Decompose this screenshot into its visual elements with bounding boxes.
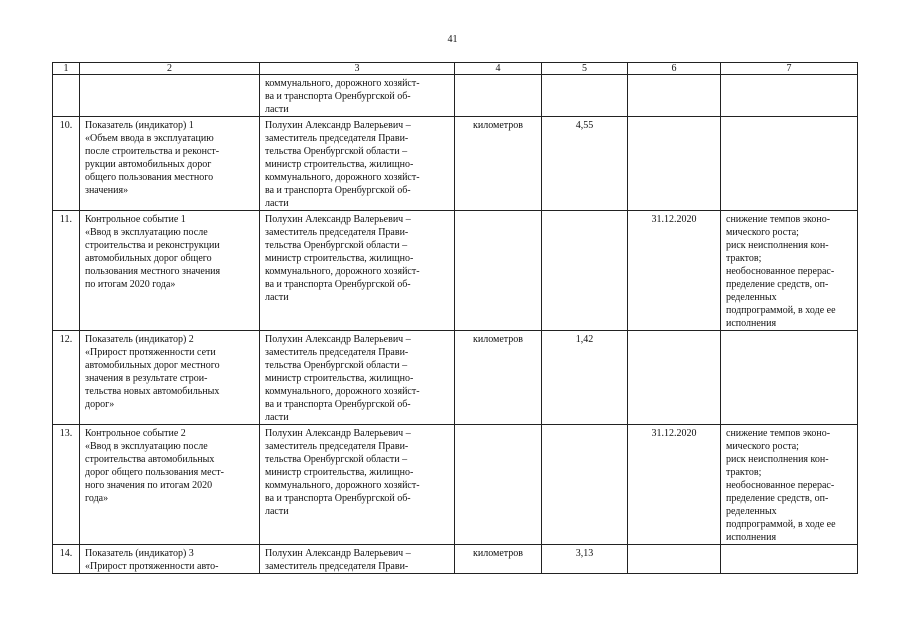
text-line: Показатель (индикатор) 3 — [85, 548, 194, 559]
row-number-cell: 10. — [53, 117, 80, 211]
text-line: ределенных — [726, 292, 777, 303]
text-line: значения в результате строи- — [85, 373, 208, 384]
unit-cell: километров — [455, 117, 542, 211]
header-cell: 5 — [542, 63, 628, 75]
risks-cell — [721, 117, 858, 211]
date-cell: 31.12.2020 — [628, 211, 721, 331]
text-line: заместитель председателя Прави- — [265, 347, 409, 358]
text-line: ласти — [265, 104, 289, 115]
value-cell: 1,42 — [542, 331, 628, 425]
text-line: Полухин Александр Валерьевич – — [265, 548, 411, 559]
text-line: тельства Оренбургской области – — [265, 454, 408, 465]
text-line: Полухин Александр Валерьевич – — [265, 120, 411, 131]
indicator-cell — [80, 425, 260, 545]
text-line: подпрограммой, в ходе ее — [726, 305, 836, 316]
text-line: Полухин Александр Валерьевич – — [265, 214, 411, 225]
text-line: ласти — [265, 506, 289, 517]
text-line: общего пользования местного — [85, 172, 214, 183]
table-row — [53, 331, 858, 425]
row-number-cell: 12. — [53, 331, 80, 425]
unit-cell: километров — [455, 331, 542, 425]
text-line: пользования местного значения — [85, 266, 221, 277]
text-line: тельства Оренбургской области – — [265, 360, 408, 371]
text-line: пределение средств, оп- — [726, 279, 829, 290]
table-row — [53, 545, 858, 574]
table-row — [53, 117, 858, 211]
text-line: ва и транспорта Оренбургской об- — [265, 91, 411, 102]
unit-cell — [455, 425, 542, 545]
text-line: Полухин Александр Валерьевич – — [265, 334, 411, 345]
text-line: министр строительства, жилищно- — [265, 159, 414, 170]
text-line: заместитель председателя Прави- — [265, 441, 409, 452]
unit-cell: километров — [455, 545, 542, 574]
header-cell: 2 — [80, 63, 260, 75]
text-line: трактов; — [726, 467, 762, 478]
value-cell — [542, 75, 628, 117]
text-line: дорог общего пользования мест- — [85, 467, 224, 478]
responsible-cell — [260, 331, 455, 425]
row-number-cell: 13. — [53, 425, 80, 545]
text-line: коммунального, дорожного хозяйст- — [265, 386, 420, 397]
indicator-cell — [80, 211, 260, 331]
header-row — [53, 63, 858, 75]
unit-cell — [455, 211, 542, 331]
indicator-cell — [80, 75, 260, 117]
responsible-cell — [260, 545, 455, 574]
text-line: значения» — [85, 185, 129, 196]
table-row — [53, 425, 858, 545]
text-line: заместитель председателя Прави- — [265, 227, 409, 238]
date-cell — [628, 545, 721, 574]
row-number-cell: 11. — [53, 211, 80, 331]
text-line: «Прирост протяженности авто- — [85, 561, 219, 572]
value-cell — [542, 425, 628, 545]
text-line: дорог» — [85, 399, 115, 410]
text-line: трактов; — [726, 253, 762, 264]
text-line: автомобильных дорог местного — [85, 360, 220, 371]
text-line: «Объем ввода в эксплуатацию — [85, 133, 214, 144]
header-cell: 6 — [628, 63, 721, 75]
text-line: заместитель председателя Прави- — [265, 561, 409, 572]
text-line: мического роста; — [726, 227, 799, 238]
row-number-cell — [53, 75, 80, 117]
risks-cell — [721, 545, 858, 574]
text-line: исполнения — [726, 318, 777, 329]
text-line: ва и транспорта Оренбургской об- — [265, 493, 411, 504]
text-line: «Прирост протяженности сети — [85, 347, 216, 358]
header-cell: 1 — [53, 63, 80, 75]
value-cell — [542, 211, 628, 331]
risks-cell — [721, 211, 858, 331]
text-line: Контрольное событие 1 — [85, 214, 186, 225]
text-line: министр строительства, жилищно- — [265, 373, 414, 384]
text-line: года» — [85, 493, 109, 504]
text-line: строительства и реконструкции — [85, 240, 220, 251]
text-line: риск неисполнения кон- — [726, 240, 829, 251]
risks-cell — [721, 75, 858, 117]
text-line: строительства автомобильных — [85, 454, 215, 465]
header-cell: 3 — [260, 63, 455, 75]
text-line: после строительства и реконст- — [85, 146, 220, 157]
value-cell: 3,13 — [542, 545, 628, 574]
indicator-cell — [80, 545, 260, 574]
text-line: коммунального, дорожного хозяйст- — [265, 172, 420, 183]
text-line: снижение темпов эконо- — [726, 428, 831, 439]
text-line: необоснованное перерас- — [726, 266, 835, 277]
text-line: автомобильных дорог общего — [85, 253, 212, 264]
text-line: ва и транспорта Оренбургской об- — [265, 279, 411, 290]
responsible-cell — [260, 211, 455, 331]
text-line: ва и транспорта Оренбургской об- — [265, 185, 411, 196]
indicator-cell — [80, 117, 260, 211]
continuation-row — [53, 75, 858, 117]
responsible-cell — [260, 75, 455, 117]
text-line: снижение темпов эконо- — [726, 214, 831, 225]
text-line: ласти — [265, 292, 289, 303]
text-line: заместитель председателя Прави- — [265, 133, 409, 144]
date-cell — [628, 75, 721, 117]
text-line: министр строительства, жилищно- — [265, 467, 414, 478]
text-line: рукции автомобильных дорог — [85, 159, 212, 170]
text-line: ределенных — [726, 506, 777, 517]
program-table — [52, 62, 858, 574]
text-line: коммунального, дорожного хозяйст- — [265, 266, 420, 277]
text-line: ласти — [265, 412, 289, 423]
text-line: ласти — [265, 198, 289, 209]
table-row — [53, 211, 858, 331]
text-line: Показатель (индикатор) 2 — [85, 334, 194, 345]
text-line: тельства Оренбургской области – — [265, 146, 408, 157]
header-cell: 4 — [455, 63, 542, 75]
value-cell: 4,55 — [542, 117, 628, 211]
date-cell: 31.12.2020 — [628, 425, 721, 545]
text-line: ва и транспорта Оренбургской об- — [265, 399, 411, 410]
responsible-cell — [260, 117, 455, 211]
text-line: тельства Оренбургской области – — [265, 240, 408, 251]
text-line: риск неисполнения кон- — [726, 454, 829, 465]
text-line: мического роста; — [726, 441, 799, 452]
page-number: 41 — [447, 34, 458, 45]
text-line: «Ввод в эксплуатацию после — [85, 227, 208, 238]
text-line: исполнения — [726, 532, 777, 543]
text-line: министр строительства, жилищно- — [265, 253, 414, 264]
row-number-cell: 14. — [53, 545, 80, 574]
text-line: по итогам 2020 года» — [85, 279, 176, 290]
text-line: коммунального, дорожного хозяйст- — [265, 480, 420, 491]
indicator-cell — [80, 331, 260, 425]
unit-cell — [455, 75, 542, 117]
text-line: Показатель (индикатор) 1 — [85, 120, 194, 131]
text-line: «Ввод в эксплуатацию после — [85, 441, 208, 452]
text-line: пределение средств, оп- — [726, 493, 829, 504]
risks-cell — [721, 425, 858, 545]
text-line: подпрограммой, в ходе ее — [726, 519, 836, 530]
date-cell — [628, 331, 721, 425]
risks-cell — [721, 331, 858, 425]
text-line: Полухин Александр Валерьевич – — [265, 428, 411, 439]
text-line: тельства новых автомобильных — [85, 386, 220, 397]
header-cell: 7 — [721, 63, 858, 75]
date-cell — [628, 117, 721, 211]
responsible-cell — [260, 425, 455, 545]
text-line: Контрольное событие 2 — [85, 428, 186, 439]
text-line: необоснованное перерас- — [726, 480, 835, 491]
text-line: ного значения по итогам 2020 — [85, 480, 213, 491]
text-line: коммунального, дорожного хозяйст- — [265, 78, 420, 89]
